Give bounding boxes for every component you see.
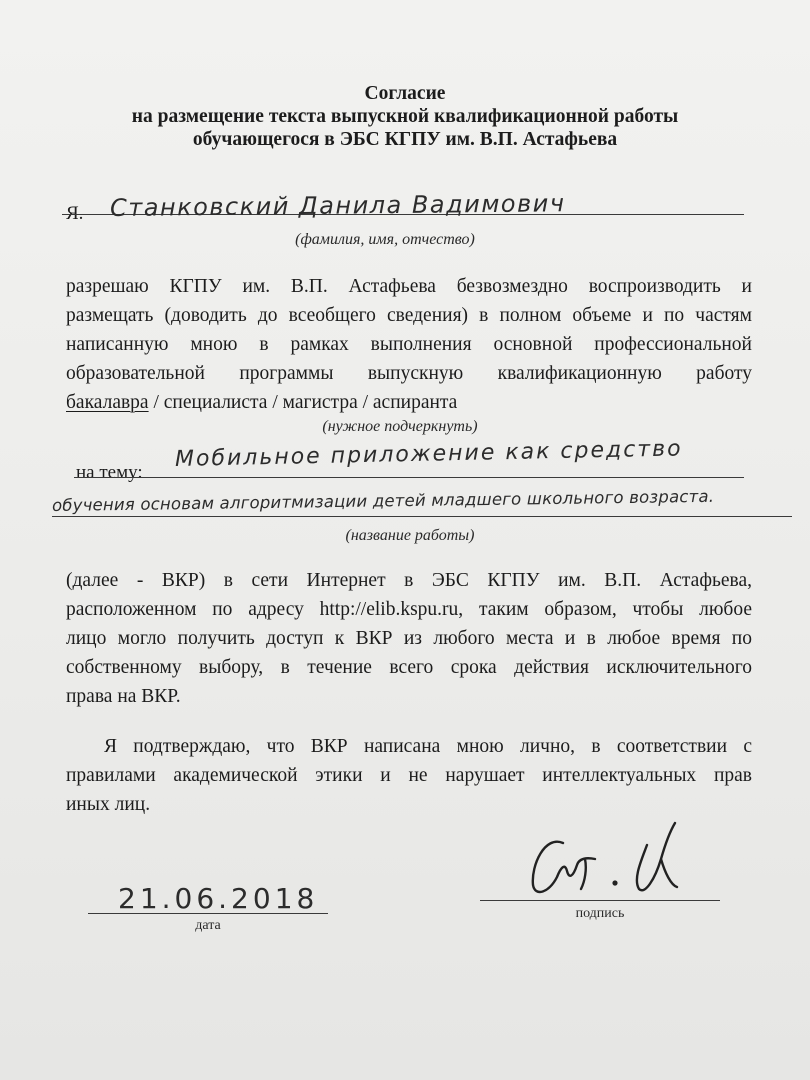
date-underline	[88, 913, 328, 914]
permission-line-2: размещать (доводить до всеобщего сведения) в полном объеме и по частям	[66, 305, 752, 326]
confirmation-paragraph	[66, 732, 752, 819]
topic-underline-2	[52, 516, 792, 517]
title-line-3: обучающегося в ЭБС КГПУ им. В.П. Астафьева	[192, 129, 618, 150]
document-title	[0, 82, 810, 151]
rights-line-4: собственному выбору, в течение всего срока действия исключительного	[66, 657, 752, 678]
handwritten-date: 21.06.2018	[118, 882, 319, 915]
rights-line-3: лицо могло получить доступ к ВКР из любого места и в любое время по	[66, 628, 752, 649]
title-line-1: Согласие	[364, 83, 446, 104]
rights-line-1: (далее - ВКР) в сети Интернет в ЭБС КГПУ им. В.П. Астафьева,	[66, 570, 752, 591]
topic-label: на тему:	[76, 462, 143, 483]
permission-paragraph	[66, 272, 752, 417]
name-prefix: Я.	[66, 203, 84, 224]
signature-underline	[480, 900, 720, 901]
date-caption: дата	[195, 918, 221, 933]
signature-caption: подпись	[575, 906, 625, 921]
rights-line-2: расположенном по адресу http://elib.kspu.ru, таким образом, чтобы любое	[66, 599, 752, 620]
signature-drawing	[515, 815, 695, 905]
degree-options	[66, 388, 752, 417]
confirmation-line-3: иных лиц.	[66, 794, 151, 815]
degree-other-options: / специалиста / магистра / аспиранта	[148, 392, 458, 413]
title-line-2: на размещение текста выпускной квалификационной работы	[131, 106, 679, 127]
handwritten-topic-line-1: Мобильное приложение как средство	[174, 436, 683, 472]
rights-line-5: права на ВКР.	[66, 686, 181, 707]
permission-line-3: написанную мною в рамках выполнения основной профессиональной	[66, 334, 752, 355]
permission-line-1: разрешаю КГПУ им. В.П. Астафьева безвозмездно воспроизводить и	[66, 276, 752, 297]
degree-selected: бакалавра	[66, 392, 149, 413]
topic-underline-1	[74, 477, 744, 478]
handwritten-full-name: Станковский Данила Вадимович	[109, 189, 566, 222]
handwritten-topic-line-2: обучения основам алгоритмизации детей младшего школьного возраста.	[51, 486, 715, 515]
name-caption: (фамилия, имя, отчество)	[295, 231, 475, 248]
confirmation-line-1: Я подтверждаю, что ВКР написана мною лично, в соответствии с	[104, 736, 752, 757]
degree-caption: (нужное подчеркнуть)	[322, 418, 478, 435]
rights-paragraph	[66, 566, 752, 711]
confirmation-line-2: правилами академической этики и не нарушает интеллектуальных прав	[66, 765, 752, 786]
topic-caption: (название работы)	[345, 527, 475, 544]
permission-line-4: образовательной программы выпускную квалификационную работу	[66, 363, 752, 384]
